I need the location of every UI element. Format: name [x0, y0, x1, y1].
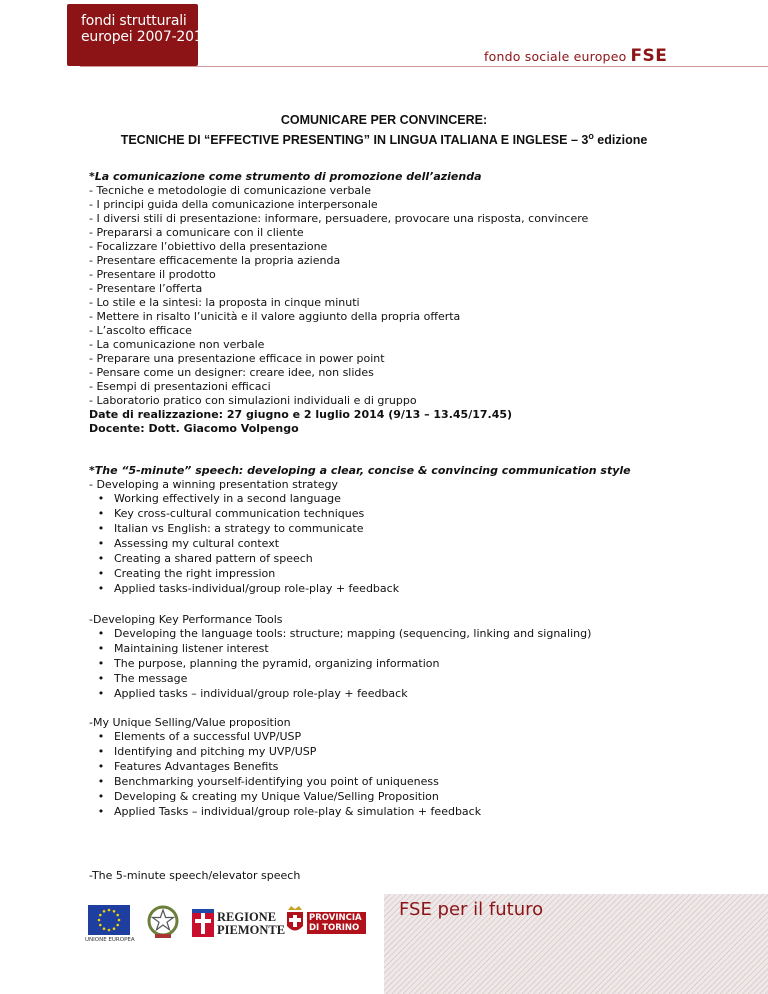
bullet-dot: •: [97, 745, 105, 758]
subheading-performance-tools: -Developing Key Performance Tools: [89, 613, 283, 626]
italian-republic-emblem-icon: [146, 904, 180, 940]
eu-flag-logo: [88, 905, 130, 935]
bullet-dot: •: [97, 687, 105, 700]
list-item: - L’ascolto efficace: [89, 324, 192, 337]
bullet-dot: •: [97, 790, 105, 803]
bullet-dot: •: [97, 492, 105, 505]
bullet-text: Benchmarking yourself-identifying you point of uniqueness: [114, 775, 439, 788]
bullet-text: Applied tasks-individual/group role-play + feedback: [114, 582, 400, 595]
bullet-dot: •: [97, 522, 105, 535]
bullet-dot: •: [97, 537, 105, 550]
fse-header-label: [484, 46, 667, 66]
bullet-text: Developing & creating my Unique Value/Selling Proposition: [114, 790, 439, 803]
bullet-dot: •: [97, 730, 105, 743]
provincia-word: PROVINCIA: [309, 913, 362, 923]
list-item: - Focalizzare l’obiettivo della presentazione: [89, 240, 328, 253]
bullet-text: Working effectively in a second language: [114, 492, 341, 505]
di-torino-word: DI TORINO: [309, 923, 360, 933]
list-item: - Prepararsi a comunicare con il cliente: [89, 226, 304, 239]
list-item: - Presentare il prodotto: [89, 268, 216, 281]
bullet-dot: •: [97, 627, 105, 640]
section2-heading: *The “5-minute” speech: developing a clear, concise & convincing communication style: [89, 464, 631, 477]
section1-heading: *La comunicazione come strumento di promozione dell’azienda: [89, 170, 482, 183]
bullet-text: The message: [114, 672, 188, 685]
regione-piemonte-logo: [192, 909, 286, 937]
bullet-text: Creating the right impression: [114, 567, 276, 580]
list-item: - Presentare efficacemente la propria azienda: [89, 254, 341, 267]
badge-line-1: fondi strutturali: [81, 13, 187, 29]
fse-slogan: FSE per il futuro: [399, 899, 544, 920]
list-item: - Mettere in risalto l’unicità e il valore aggiunto della propria offerta: [89, 310, 461, 323]
torino-crest-icon: [284, 904, 306, 937]
list-item: - Pensare come un designer: creare idee, non slides: [89, 366, 374, 379]
bullet-dot: •: [97, 805, 105, 818]
piemonte-word: PIEMONTE: [217, 923, 286, 937]
list-item: - La comunicazione non verbale: [89, 338, 265, 351]
bullet-dot: •: [97, 552, 105, 565]
bullet-dot: •: [97, 760, 105, 773]
bullet-text: Applied tasks – individual/group role-play + feedback: [114, 687, 408, 700]
list-item: - Presentare l’offerta: [89, 282, 203, 295]
doc-title-line-2: [0, 131, 768, 147]
bullet-dot: •: [97, 775, 105, 788]
badge-line-2: europei 2007-2013: [81, 29, 212, 45]
bullet-text: The purpose, planning the pyramid, organizing information: [114, 657, 440, 670]
fse-header-large: FSE: [630, 46, 668, 66]
bullet-dot: •: [97, 582, 105, 595]
bullet-text: Identifying and pitching my UVP/USP: [114, 745, 317, 758]
list-item: - Lo stile e la sintesi: la proposta in cinque minuti: [89, 296, 360, 309]
piemonte-flag-icon: [192, 909, 214, 937]
bullet-dot: •: [97, 567, 105, 580]
list-item: - I principi guida della comunicazione interpersonale: [89, 198, 378, 211]
regione-word: REGIONE: [217, 910, 277, 924]
bullet-text: Key cross-cultural communication techniques: [114, 507, 365, 520]
header-divider: [80, 66, 768, 67]
doc-title-line-1: COMUNICARE PER CONVINCERE:: [280, 113, 488, 127]
bullet-dot: •: [97, 642, 105, 655]
eu-label: UNIONE EUROPEA: [85, 937, 135, 943]
title-main: TECNICHE DI “EFFECTIVE PRESENTING” IN LINGUA ITALIANA E INGLESE – 3: [120, 133, 589, 148]
bullet-text: Assessing my cultural context: [114, 537, 280, 550]
bullet-text: Italian vs English: a strategy to communicate: [114, 522, 364, 535]
course-dates: Date di realizzazione: 27 giugno e 2 luglio 2014 (9/13 – 13.45/17.45): [89, 408, 513, 421]
bullet-text: Features Advantages Benefits: [114, 760, 279, 773]
list-item: - Esempi di presentazioni efficaci: [89, 380, 271, 393]
bullet-text: Elements of a successful UVP/USP: [114, 730, 302, 743]
title-ordinal: o: [588, 131, 594, 141]
bullet-text: Creating a shared pattern of speech: [114, 552, 313, 565]
bullet-dot: •: [97, 657, 105, 670]
provincia-box: [307, 912, 366, 934]
bullet-text: Developing the language tools: structure; mapping (sequencing, linking and signaling): [114, 627, 592, 640]
provincia-torino-logo: [284, 904, 366, 937]
bullet-dot: •: [97, 507, 105, 520]
subheading-usp: -My Unique Selling/Value proposition: [89, 716, 291, 729]
list-item: - I diversi stili di presentazione: informare, persuadere, provocare una risposta, convincere: [89, 212, 589, 225]
subheading-strategy: - Developing a winning presentation strategy: [89, 478, 338, 491]
title-tail: edizione: [593, 133, 648, 148]
bullet-dot: •: [97, 672, 105, 685]
subheading-elevator-speech: -The 5-minute speech/elevator speech: [89, 869, 301, 882]
list-item: - Tecniche e metodologie di comunicazione verbale: [89, 184, 371, 197]
list-item: - Preparare una presentazione efficace in power point: [89, 352, 385, 365]
bullet-text: Maintaining listener interest: [114, 642, 269, 655]
course-teacher: Docente: Dott. Giacomo Volpengo: [89, 422, 299, 435]
fse-futuro-banner: [384, 894, 768, 994]
fondi-strutturali-logo: [67, 4, 212, 66]
list-item: - Laboratorio pratico con simulazioni individuali e di gruppo: [89, 394, 417, 407]
fse-header-small: fondo sociale europeo: [484, 49, 627, 64]
eu-stars-icon: [88, 905, 130, 935]
bullet-text: Applied Tasks – individual/group role-play & simulation + feedback: [114, 805, 482, 818]
